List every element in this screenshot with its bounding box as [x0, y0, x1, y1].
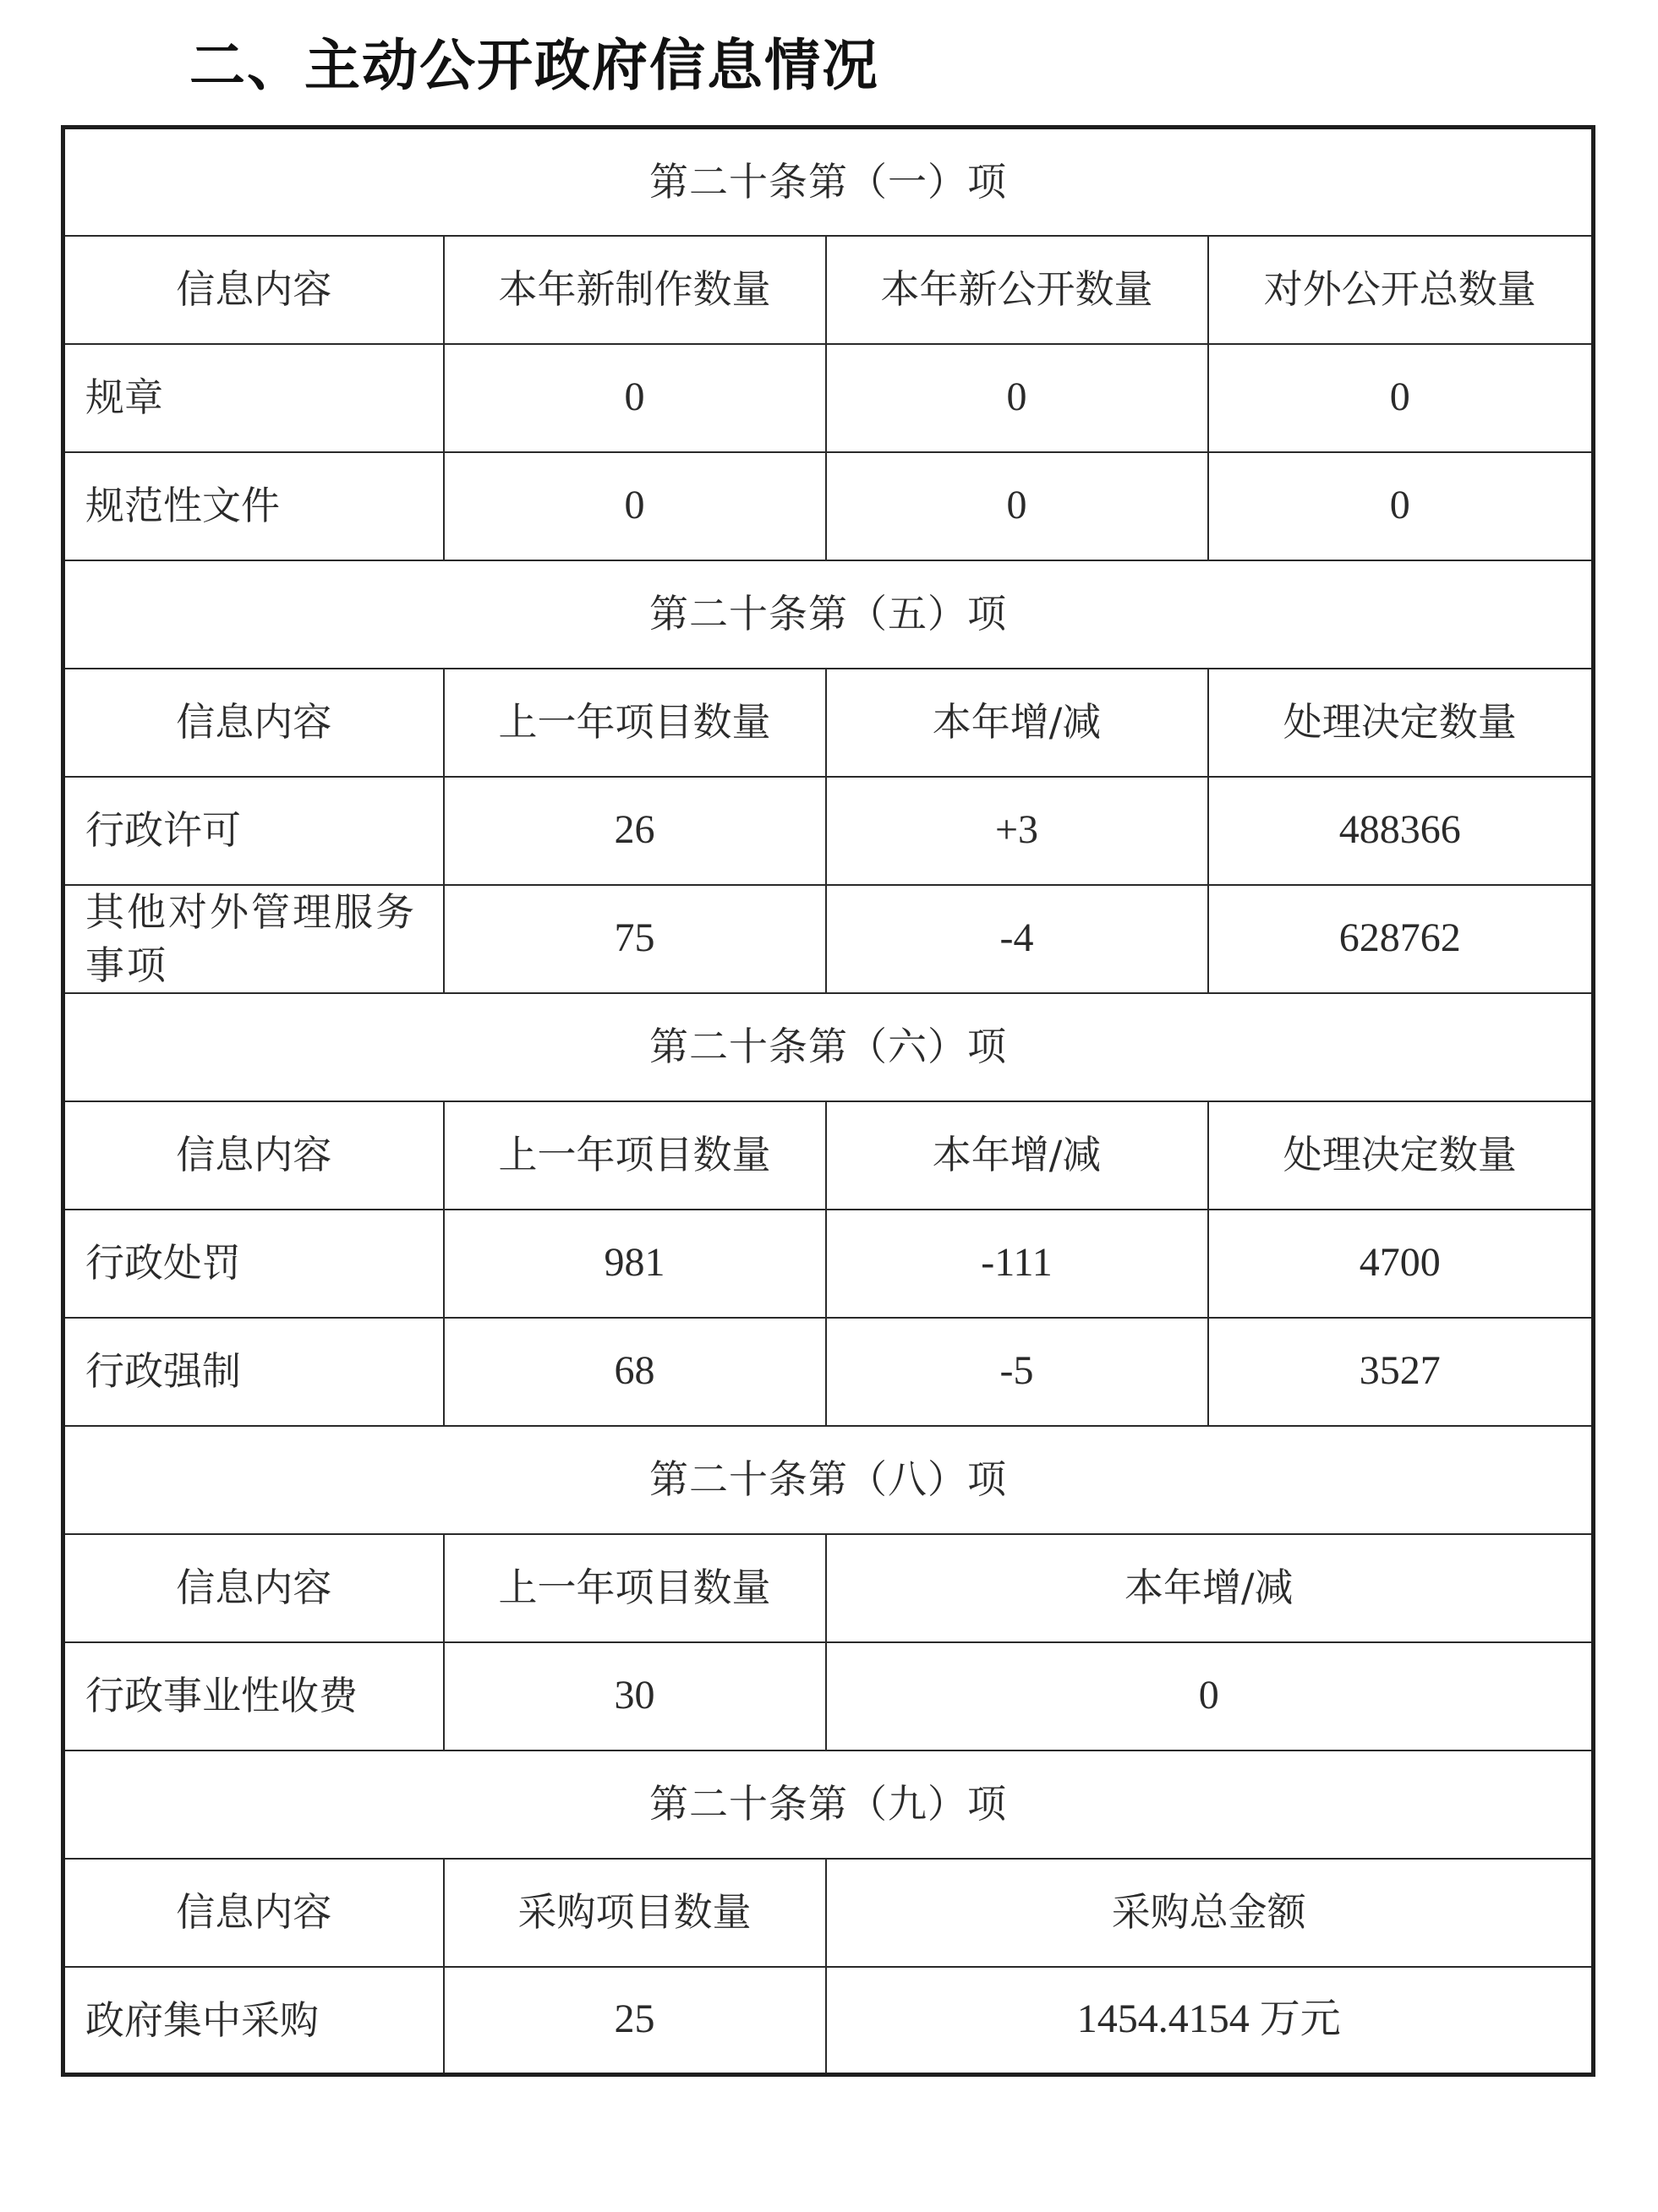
section-header-row — [63, 1750, 1594, 1859]
table-cell: 3527 — [1208, 1318, 1594, 1426]
column-header: 采购项目数量 — [444, 1859, 826, 1967]
table-cell: 0 — [826, 344, 1208, 452]
table-cell: 75 — [444, 885, 826, 993]
table-row — [63, 344, 1594, 452]
table-cell: 0 — [1208, 344, 1594, 452]
table-cell: 1454.4154 万元 — [826, 1967, 1594, 2075]
table-cell: -4 — [826, 885, 1208, 993]
column-header-row — [63, 1101, 1594, 1210]
column-header: 本年增/减 — [826, 1534, 1594, 1642]
table-row — [63, 777, 1594, 885]
column-header-row — [63, 1534, 1594, 1642]
table-cell: 68 — [444, 1318, 826, 1426]
column-header-row — [63, 669, 1594, 777]
row-label: 规章 — [63, 344, 444, 452]
table-cell: 26 — [444, 777, 826, 885]
table-cell: 628762 — [1208, 885, 1594, 993]
table-row — [63, 452, 1594, 560]
column-header: 上一年项目数量 — [444, 669, 826, 777]
section-header-row — [63, 993, 1594, 1101]
column-header: 处理决定数量 — [1208, 1101, 1594, 1210]
table-row — [63, 1318, 1594, 1426]
table-cell: 30 — [444, 1642, 826, 1750]
info-table-container — [61, 125, 1591, 2077]
column-header: 本年新制作数量 — [444, 236, 826, 344]
column-header: 信息内容 — [63, 1859, 444, 1967]
column-header: 上一年项目数量 — [444, 1101, 826, 1210]
page-title: 二、主动公开政府信息情况 — [189, 33, 879, 98]
table-row — [63, 1642, 1594, 1750]
column-header: 本年增/减 — [826, 669, 1208, 777]
section-header: 第二十条第（五）项 — [63, 560, 1594, 669]
info-table — [61, 125, 1595, 2077]
table-cell: 4700 — [1208, 1210, 1594, 1318]
row-label: 规范性文件 — [63, 452, 444, 560]
column-header: 信息内容 — [63, 236, 444, 344]
section-header: 第二十条第（六）项 — [63, 993, 1594, 1101]
table-cell: 0 — [444, 452, 826, 560]
table-cell: +3 — [826, 777, 1208, 885]
column-header: 信息内容 — [63, 1101, 444, 1210]
section-header-row — [63, 128, 1594, 236]
table-cell: 0 — [444, 344, 826, 452]
table-row — [63, 1967, 1594, 2075]
row-label: 行政处罚 — [63, 1210, 444, 1318]
row-label: 行政事业性收费 — [63, 1642, 444, 1750]
table-cell: -5 — [826, 1318, 1208, 1426]
column-header: 信息内容 — [63, 669, 444, 777]
column-header-row — [63, 1859, 1594, 1967]
column-header: 本年增/减 — [826, 1101, 1208, 1210]
column-header: 处理决定数量 — [1208, 669, 1594, 777]
column-header: 上一年项目数量 — [444, 1534, 826, 1642]
table-row — [63, 885, 1594, 993]
row-label: 行政许可 — [63, 777, 444, 885]
section-header-row — [63, 1426, 1594, 1534]
column-header: 本年新公开数量 — [826, 236, 1208, 344]
table-row — [63, 1210, 1594, 1318]
table-cell: 25 — [444, 1967, 826, 2075]
table-cell: 0 — [1208, 452, 1594, 560]
table-cell: 981 — [444, 1210, 826, 1318]
section-header-row — [63, 560, 1594, 669]
table-cell: 488366 — [1208, 777, 1594, 885]
column-header: 对外公开总数量 — [1208, 236, 1594, 344]
row-label: 政府集中采购 — [63, 1967, 444, 2075]
section-header: 第二十条第（一）项 — [63, 128, 1594, 236]
table-cell: 0 — [826, 452, 1208, 560]
section-header: 第二十条第（九）项 — [63, 1750, 1594, 1859]
row-label: 其他对外管理服务事项 — [63, 885, 444, 993]
row-label: 行政强制 — [63, 1318, 444, 1426]
section-header: 第二十条第（八）项 — [63, 1426, 1594, 1534]
column-header: 信息内容 — [63, 1534, 444, 1642]
table-cell: 0 — [826, 1642, 1594, 1750]
column-header-row — [63, 236, 1594, 344]
table-cell: -111 — [826, 1210, 1208, 1318]
column-header: 采购总金额 — [826, 1859, 1594, 1967]
